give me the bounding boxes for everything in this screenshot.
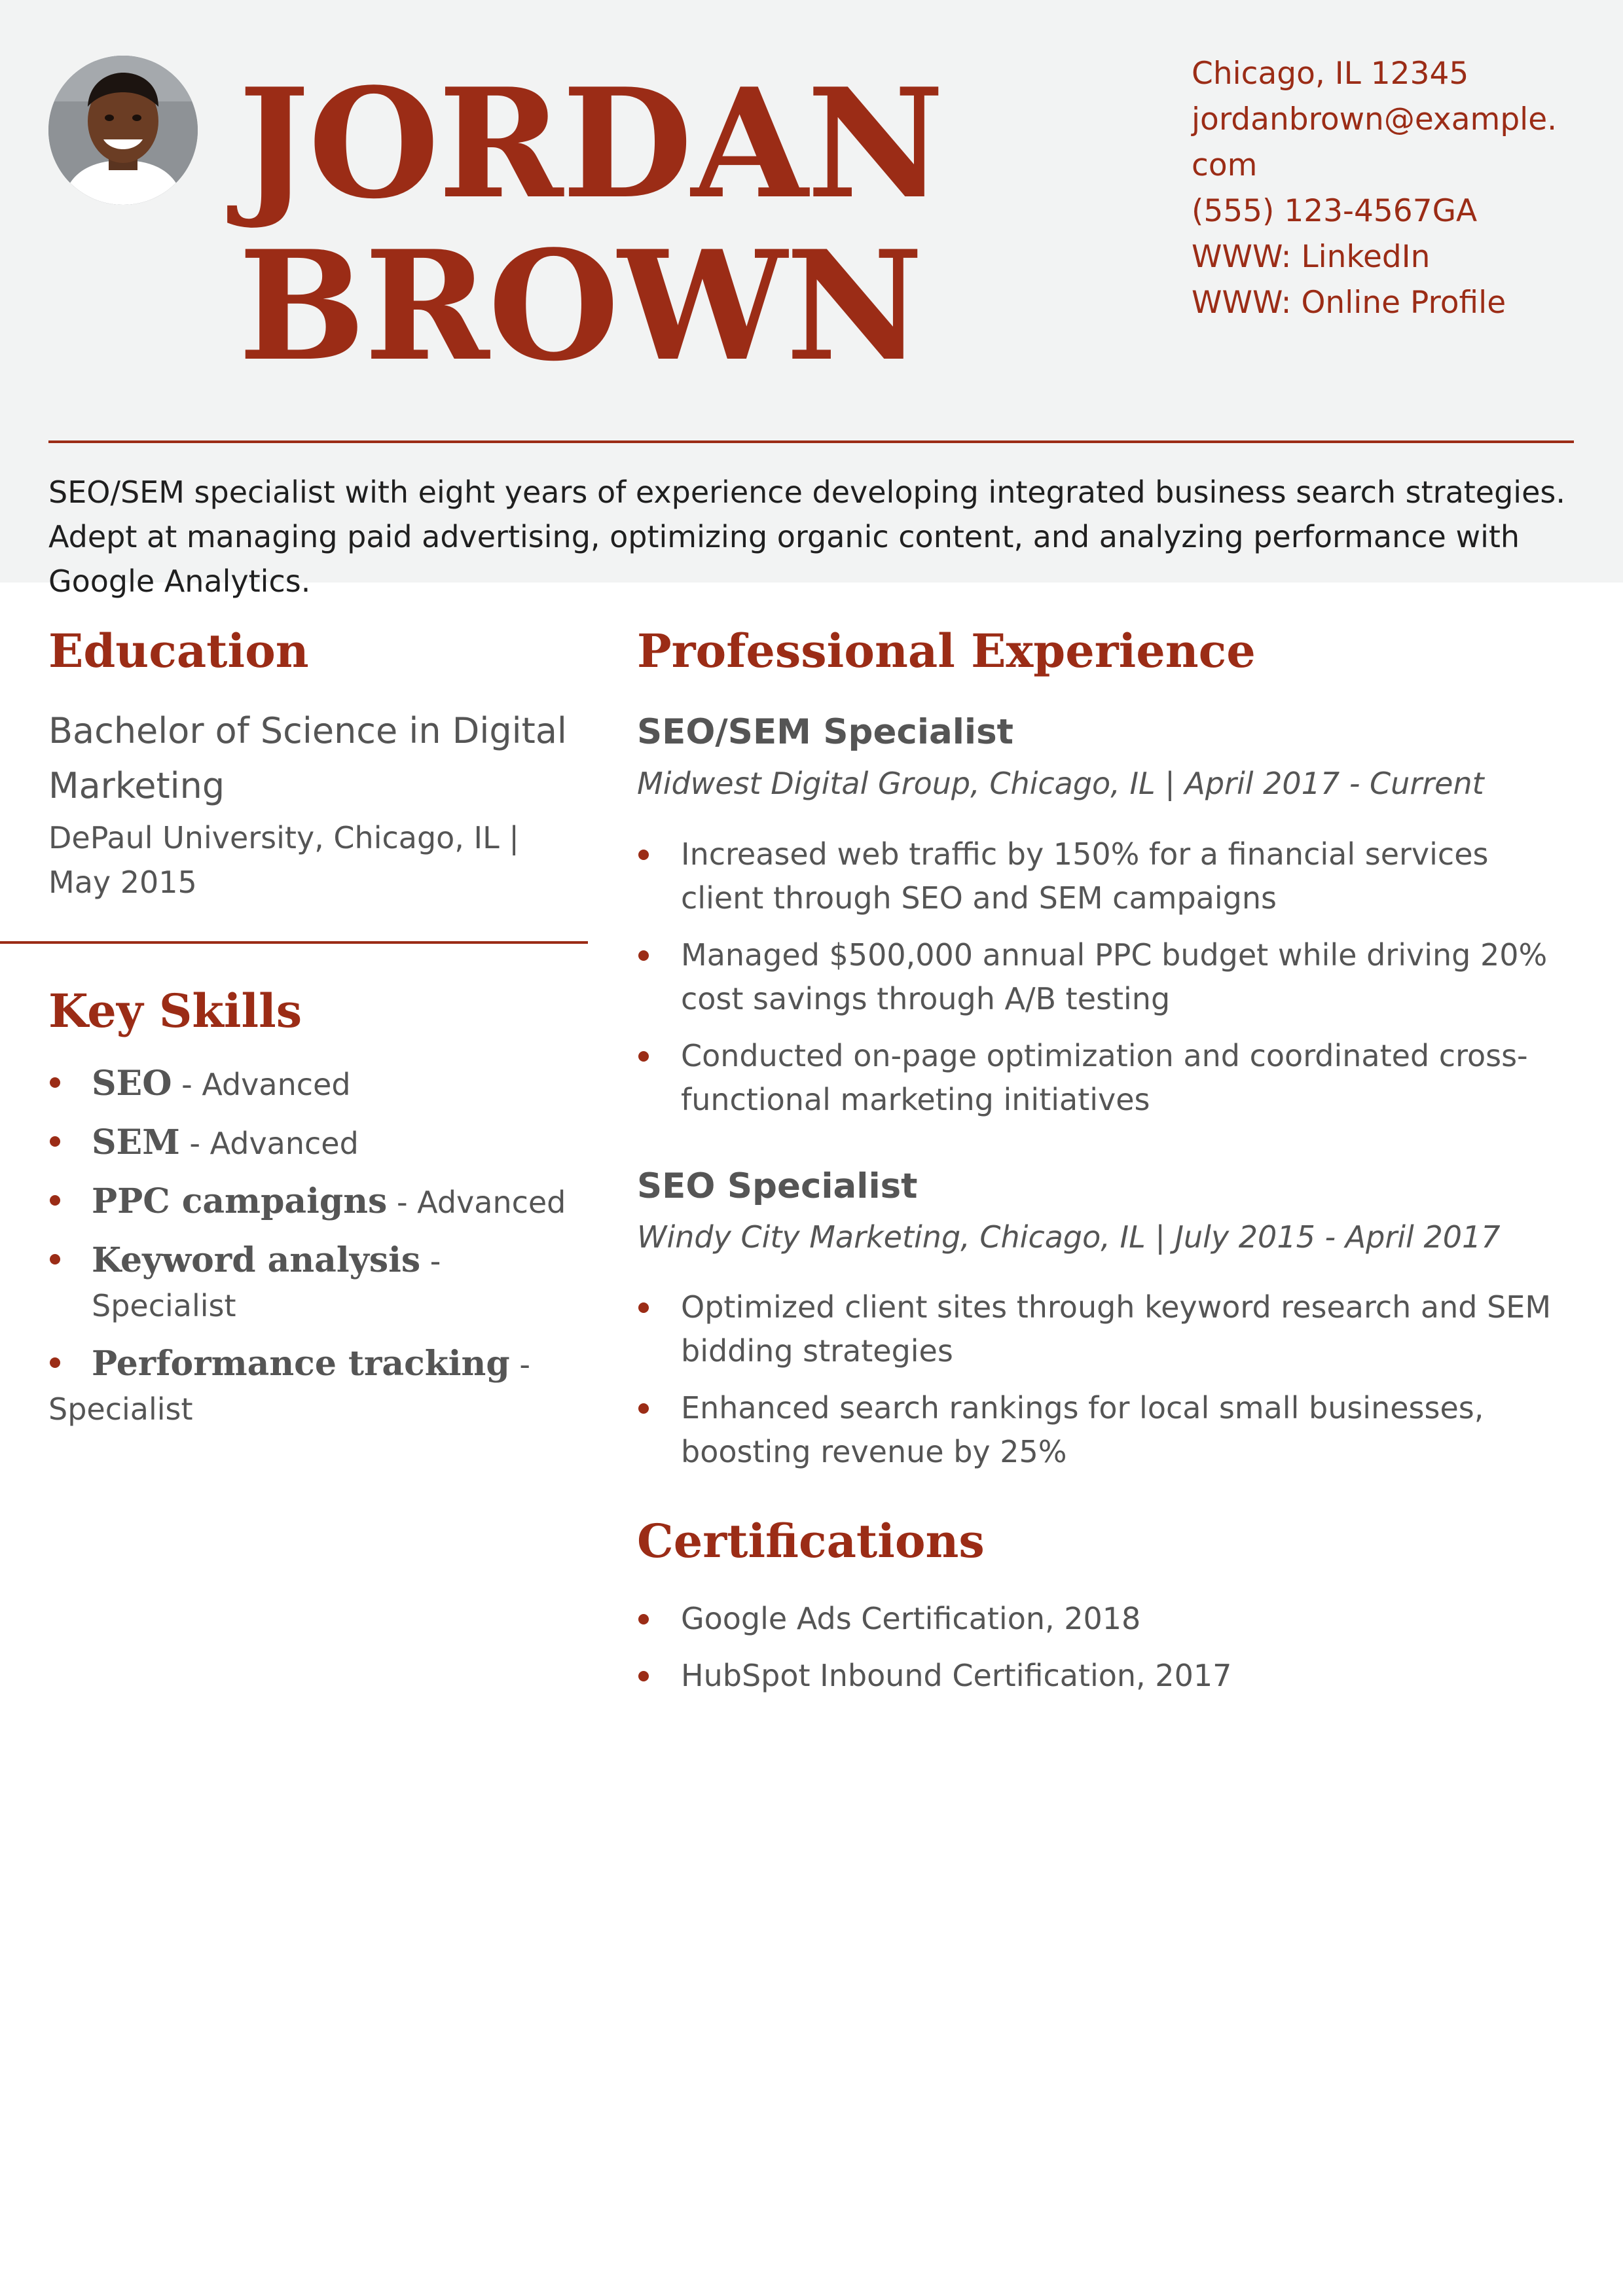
bullet-icon [638, 1671, 649, 1681]
contact-online-profile[interactable]: WWW: Online Profile [1192, 285, 1506, 321]
skill-name: SEM [92, 1122, 180, 1162]
job-meta: Windy City Marketing, Chicago, IL | July 2015 - April 2017 [637, 1219, 1501, 1255]
contact-email[interactable]: jordanbrown@example.com [1192, 101, 1558, 183]
job-title: SEO/SEM Specialist [637, 712, 1013, 752]
job-bullets [637, 833, 1580, 1135]
last-name: BROWN [238, 218, 922, 395]
left-column-divider [0, 941, 588, 944]
skill-name: Keyword analysis [92, 1240, 421, 1280]
skills-list [48, 1062, 585, 1445]
key-skills-heading: Key Skills [48, 984, 302, 1038]
job-bullet [637, 933, 1580, 1021]
certification-text: Google Ads Certification, 2018 [681, 1601, 1141, 1636]
skill-item [48, 1179, 585, 1225]
job-bullet [637, 1034, 1580, 1122]
skill-item [48, 1342, 585, 1431]
bullet-icon [50, 1195, 60, 1206]
certifications-list [637, 1597, 1580, 1711]
job-bullet-text: Enhanced search rankings for local small businesses, boosting revenue by 25% [681, 1390, 1484, 1469]
job-bullet [637, 1386, 1580, 1474]
certification-item [637, 1654, 1580, 1698]
job-bullet-text: Managed $500,000 annual PPC budget while driving 20% cost savings through A/B testing [681, 937, 1548, 1016]
bullet-icon [638, 1403, 649, 1414]
candidate-name [238, 56, 943, 395]
skill-name: Performance tracking [92, 1344, 510, 1384]
education-heading: Education [48, 624, 309, 678]
job-bullet-text: Increased web traffic by 150% for a financial services client through SEO and SEM campaigns [681, 836, 1489, 916]
job-title: SEO Specialist [637, 1166, 918, 1206]
skill-item [48, 1062, 585, 1107]
header-divider [48, 440, 1574, 443]
professional-experience-heading: Professional Experience [637, 624, 1256, 678]
first-name: JORDAN [238, 56, 943, 232]
profile-photo [48, 56, 198, 205]
skill-level: - Advanced [179, 1126, 359, 1161]
skill-level: - Advanced [387, 1185, 566, 1220]
job-bullet-text: Optimized client sites through keyword research and SEM bidding strategies [681, 1289, 1552, 1369]
education-degree: Bachelor of Science in Digital Marketing [48, 710, 567, 806]
contact-address: Chicago, IL 12345 [1192, 56, 1469, 92]
skill-item [48, 1121, 585, 1166]
certifications-heading: Certifications [637, 1514, 985, 1568]
bullet-icon [50, 1254, 60, 1265]
contact-phone: (555) 123-4567GA [1192, 193, 1478, 229]
skill-name: PPC campaigns [92, 1181, 388, 1221]
skill-level: - Advanced [172, 1067, 351, 1102]
bullet-icon [50, 1357, 60, 1368]
skill-item [48, 1238, 585, 1328]
bullet-icon [638, 850, 649, 860]
bullet-icon [50, 1077, 60, 1088]
bullet-icon [638, 1051, 649, 1062]
skill-level: - Specialist [48, 1347, 530, 1427]
skill-level: - Specialist [92, 1244, 441, 1323]
skill-name: SEO [92, 1064, 172, 1103]
job-bullet [637, 1285, 1580, 1373]
person-photo-icon [48, 56, 198, 205]
job-bullet-text: Conducted on-page optimization and coordinated cross-functional marketing initiatives [681, 1038, 1528, 1117]
bullet-icon [50, 1136, 60, 1147]
certification-text: HubSpot Inbound Certification, 2017 [681, 1658, 1232, 1693]
job-bullets [637, 1285, 1580, 1487]
contact-linkedin[interactable]: WWW: LinkedIn [1192, 239, 1431, 275]
contact-info [1192, 51, 1571, 326]
bullet-icon [638, 1614, 649, 1624]
certification-item [637, 1597, 1580, 1641]
professional-summary: SEO/SEM specialist with eight years of experience developing integrated business search strategies. Adept at managing paid advertising, optimizing organic content, and analyzing performance with Google Analytics. [48, 475, 1565, 599]
bullet-icon [638, 1302, 649, 1313]
education-school: DePaul University, Chicago, IL | May 2015 [48, 820, 519, 900]
bullet-icon [638, 950, 649, 961]
job-bullet [637, 833, 1580, 920]
job-meta: Midwest Digital Group, Chicago, IL | April 2017 - Current [637, 766, 1484, 801]
